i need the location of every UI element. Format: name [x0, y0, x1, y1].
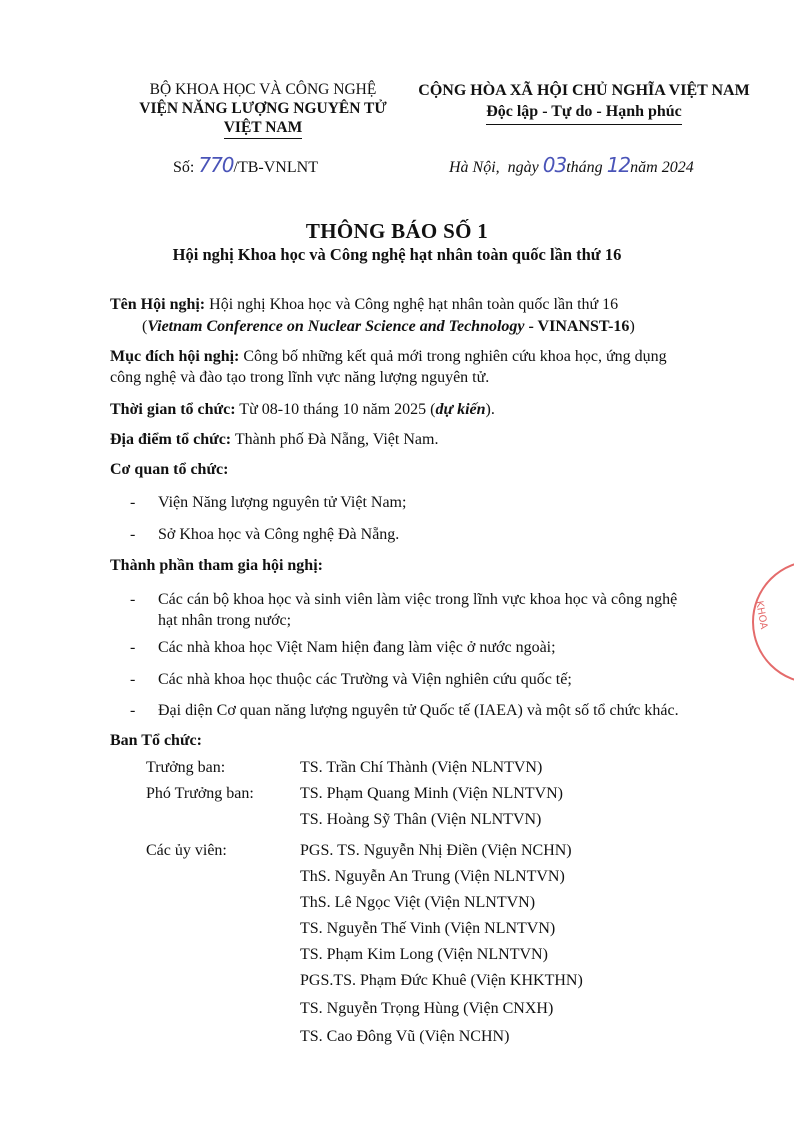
- committee-role-members: Các ủy viên:: [146, 842, 227, 859]
- country-name: CỘNG HÒA XÃ HỘI CHỦ NGHĨA VIỆT NAM: [418, 82, 750, 99]
- issue-date: Hà Nội, ngày 03tháng 12năm 2024: [449, 153, 694, 177]
- committee-role-vice: Phó Trưởng ban:: [146, 785, 254, 802]
- committee-member: ThS. Nguyễn An Trung (Viện NLNTVN): [300, 868, 565, 885]
- handwritten-day: 03: [542, 153, 567, 177]
- committee-member: PGS. TS. Nguyễn Nhị Điền (Viện NCHN): [300, 842, 572, 859]
- document-subtitle: Hội nghị Khoa học và Công nghệ hạt nhân toàn quốc lần thứ 16: [172, 245, 622, 264]
- committee-member: TS. Phạm Kim Long (Viện NLNTVN): [300, 946, 548, 963]
- committee-member: TS. Nguyễn Trọng Hùng (Viện CNXH): [300, 1000, 554, 1017]
- organizers-heading: Cơ quan tổ chức:: [110, 461, 229, 478]
- committee-member: TS. Phạm Quang Minh (Viện NLNTVN): [300, 785, 564, 802]
- ministry-name: BỘ KHOA HỌC VÀ CÔNG NGHỆ: [149, 81, 377, 98]
- conference-english-name: (Vietnam Conference on Nuclear Science and Technology - VINANST-16): [142, 318, 635, 335]
- conference-name: Tên Hội nghị: Hội nghị Khoa học và Công nghệ hạt nhân toàn quốc lần thứ 16: [110, 296, 619, 313]
- committee-member: PGS.TS. Phạm Đức Khuê (Viện KHKTHN): [300, 972, 583, 989]
- conference-time: Thời gian tổ chức: Từ 08-10 tháng 10 năm 2025 (dự kiến).: [110, 401, 495, 418]
- committee-member: ThS. Lê Ngọc Việt (Viện NLNTVN): [300, 894, 536, 911]
- document-number: Số: 770/TB-VNLNT: [173, 153, 318, 177]
- institute-name: VIỆN NĂNG LƯỢNG NGUYÊN TỬ: [139, 100, 387, 117]
- committee-member: TS. Hoàng Sỹ Thân (Viện NLNTVN): [300, 811, 542, 828]
- conference-venue: Địa điểm tổ chức: Thành phố Đà Nẵng, Việt Nam.: [110, 431, 439, 448]
- institute-country: VIỆT NAM: [224, 118, 303, 139]
- motto: Độc lập - Tự do - Hạnh phúc: [486, 101, 682, 125]
- committee-heading: Ban Tổ chức:: [110, 732, 202, 749]
- issuer-block: [128, 80, 398, 139]
- committee-member: TS. Cao Đông Vũ (Viện NCHN): [300, 1028, 510, 1045]
- committee-member: TS. Nguyễn Thế Vinh (Viện NLNTVN): [300, 920, 556, 937]
- participants-heading: Thành phần tham gia hội nghị:: [110, 557, 323, 574]
- handwritten-month: 12: [606, 153, 631, 177]
- national-motto-block: [414, 80, 754, 125]
- handwritten-number: 770: [198, 153, 234, 177]
- seal-stamp-text: KHOA: [753, 600, 769, 631]
- committee-role-chair: Trưởng ban:: [146, 759, 226, 776]
- conference-purpose: Mục đích hội nghị: Công bố những kết quả mới trong nghiên cứu khoa học, ứng dụng công nghệ và đào tạo trong lĩnh vực năng lượng nguyên tử.: [110, 348, 667, 386]
- document-title: THÔNG BÁO SỐ 1: [305, 219, 489, 243]
- committee-member: TS. Trần Chí Thành (Viện NLNTVN): [300, 759, 543, 776]
